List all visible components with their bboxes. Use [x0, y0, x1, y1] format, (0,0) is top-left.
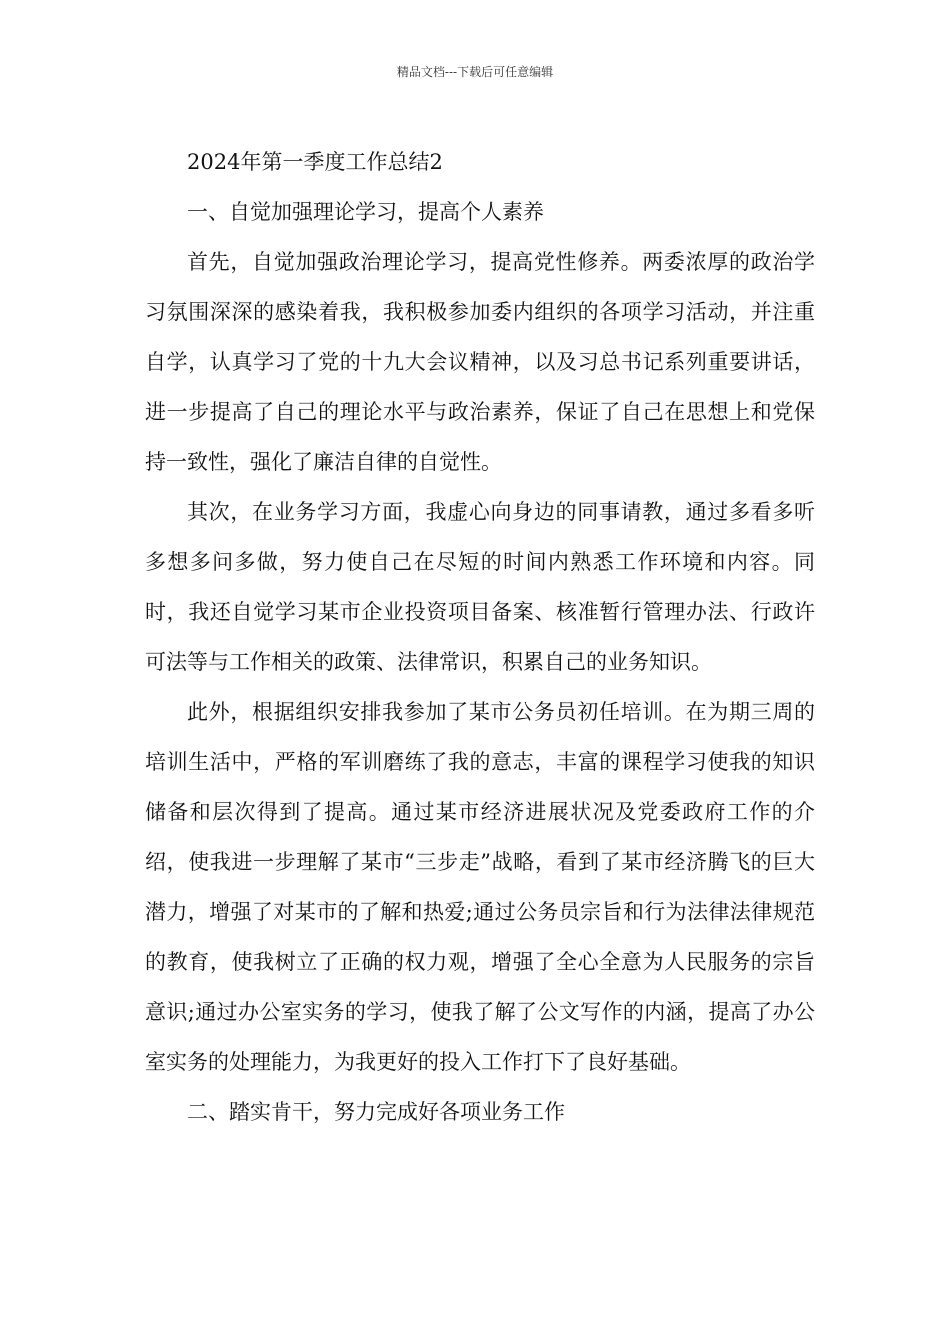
section-heading-2: 二、踏实肯干，努力完成好各项业务工作 [187, 1100, 565, 1124]
paragraph-1: 首先，自觉加强政治理论学习，提高党性修养。两委浓厚的政治学习氛围深深的感染着我，我积极参加委内组织的各项学习活动，并注重自学，认真学习了党的十九大会议精神，以及习总书记系列重要讲话，进一步提高了自己的理论水平与政治素养，保证了自己在思想上和党保持一致性，强化了廉洁自律的自觉性。 [145, 250, 815, 474]
document-title: 2024年第一季度工作总结2 [187, 150, 443, 174]
paragraph-3: 此外，根据组织安排我参加了某市公务员初任培训。在为期三周的培训生活中，严格的军训磨练了我的意志，丰富的课程学习使我的知识储备和层次得到了提高。通过某市经济进展状况及党委政府工作的介绍，使我进一步理解了某市“三步走”战略，看到了某市经济腾飞的巨大潜力，增强了对某市的了解和热爱;通过公务员宗旨和行为法律法律规范的教育，使我树立了正确的权力观，增强了全心全意为人民服务的宗旨意识;通过办公室实务的学习，使我了解了公文写作的内涵，提高了办公室实务的处理能力，为我更好的投入工作打下了良好基础。 [145, 700, 815, 1074]
paragraph-2: 其次，在业务学习方面，我虚心向身边的同事请教，通过多看多听多想多问多做，努力使自己在尽短的时间内熟悉工作环境和内容。同时，我还自觉学习某市企业投资项目备案、核准暂行管理办法、行政许可法等与工作相关的政策、法律常识，积累自己的业务知识。 [145, 500, 815, 674]
section-heading-1: 一、自觉加强理论学习，提高个人素养 [187, 200, 544, 224]
document-body [145, 137, 815, 1137]
page-header: 精品文档---下载后可任意编辑 [396, 65, 554, 79]
